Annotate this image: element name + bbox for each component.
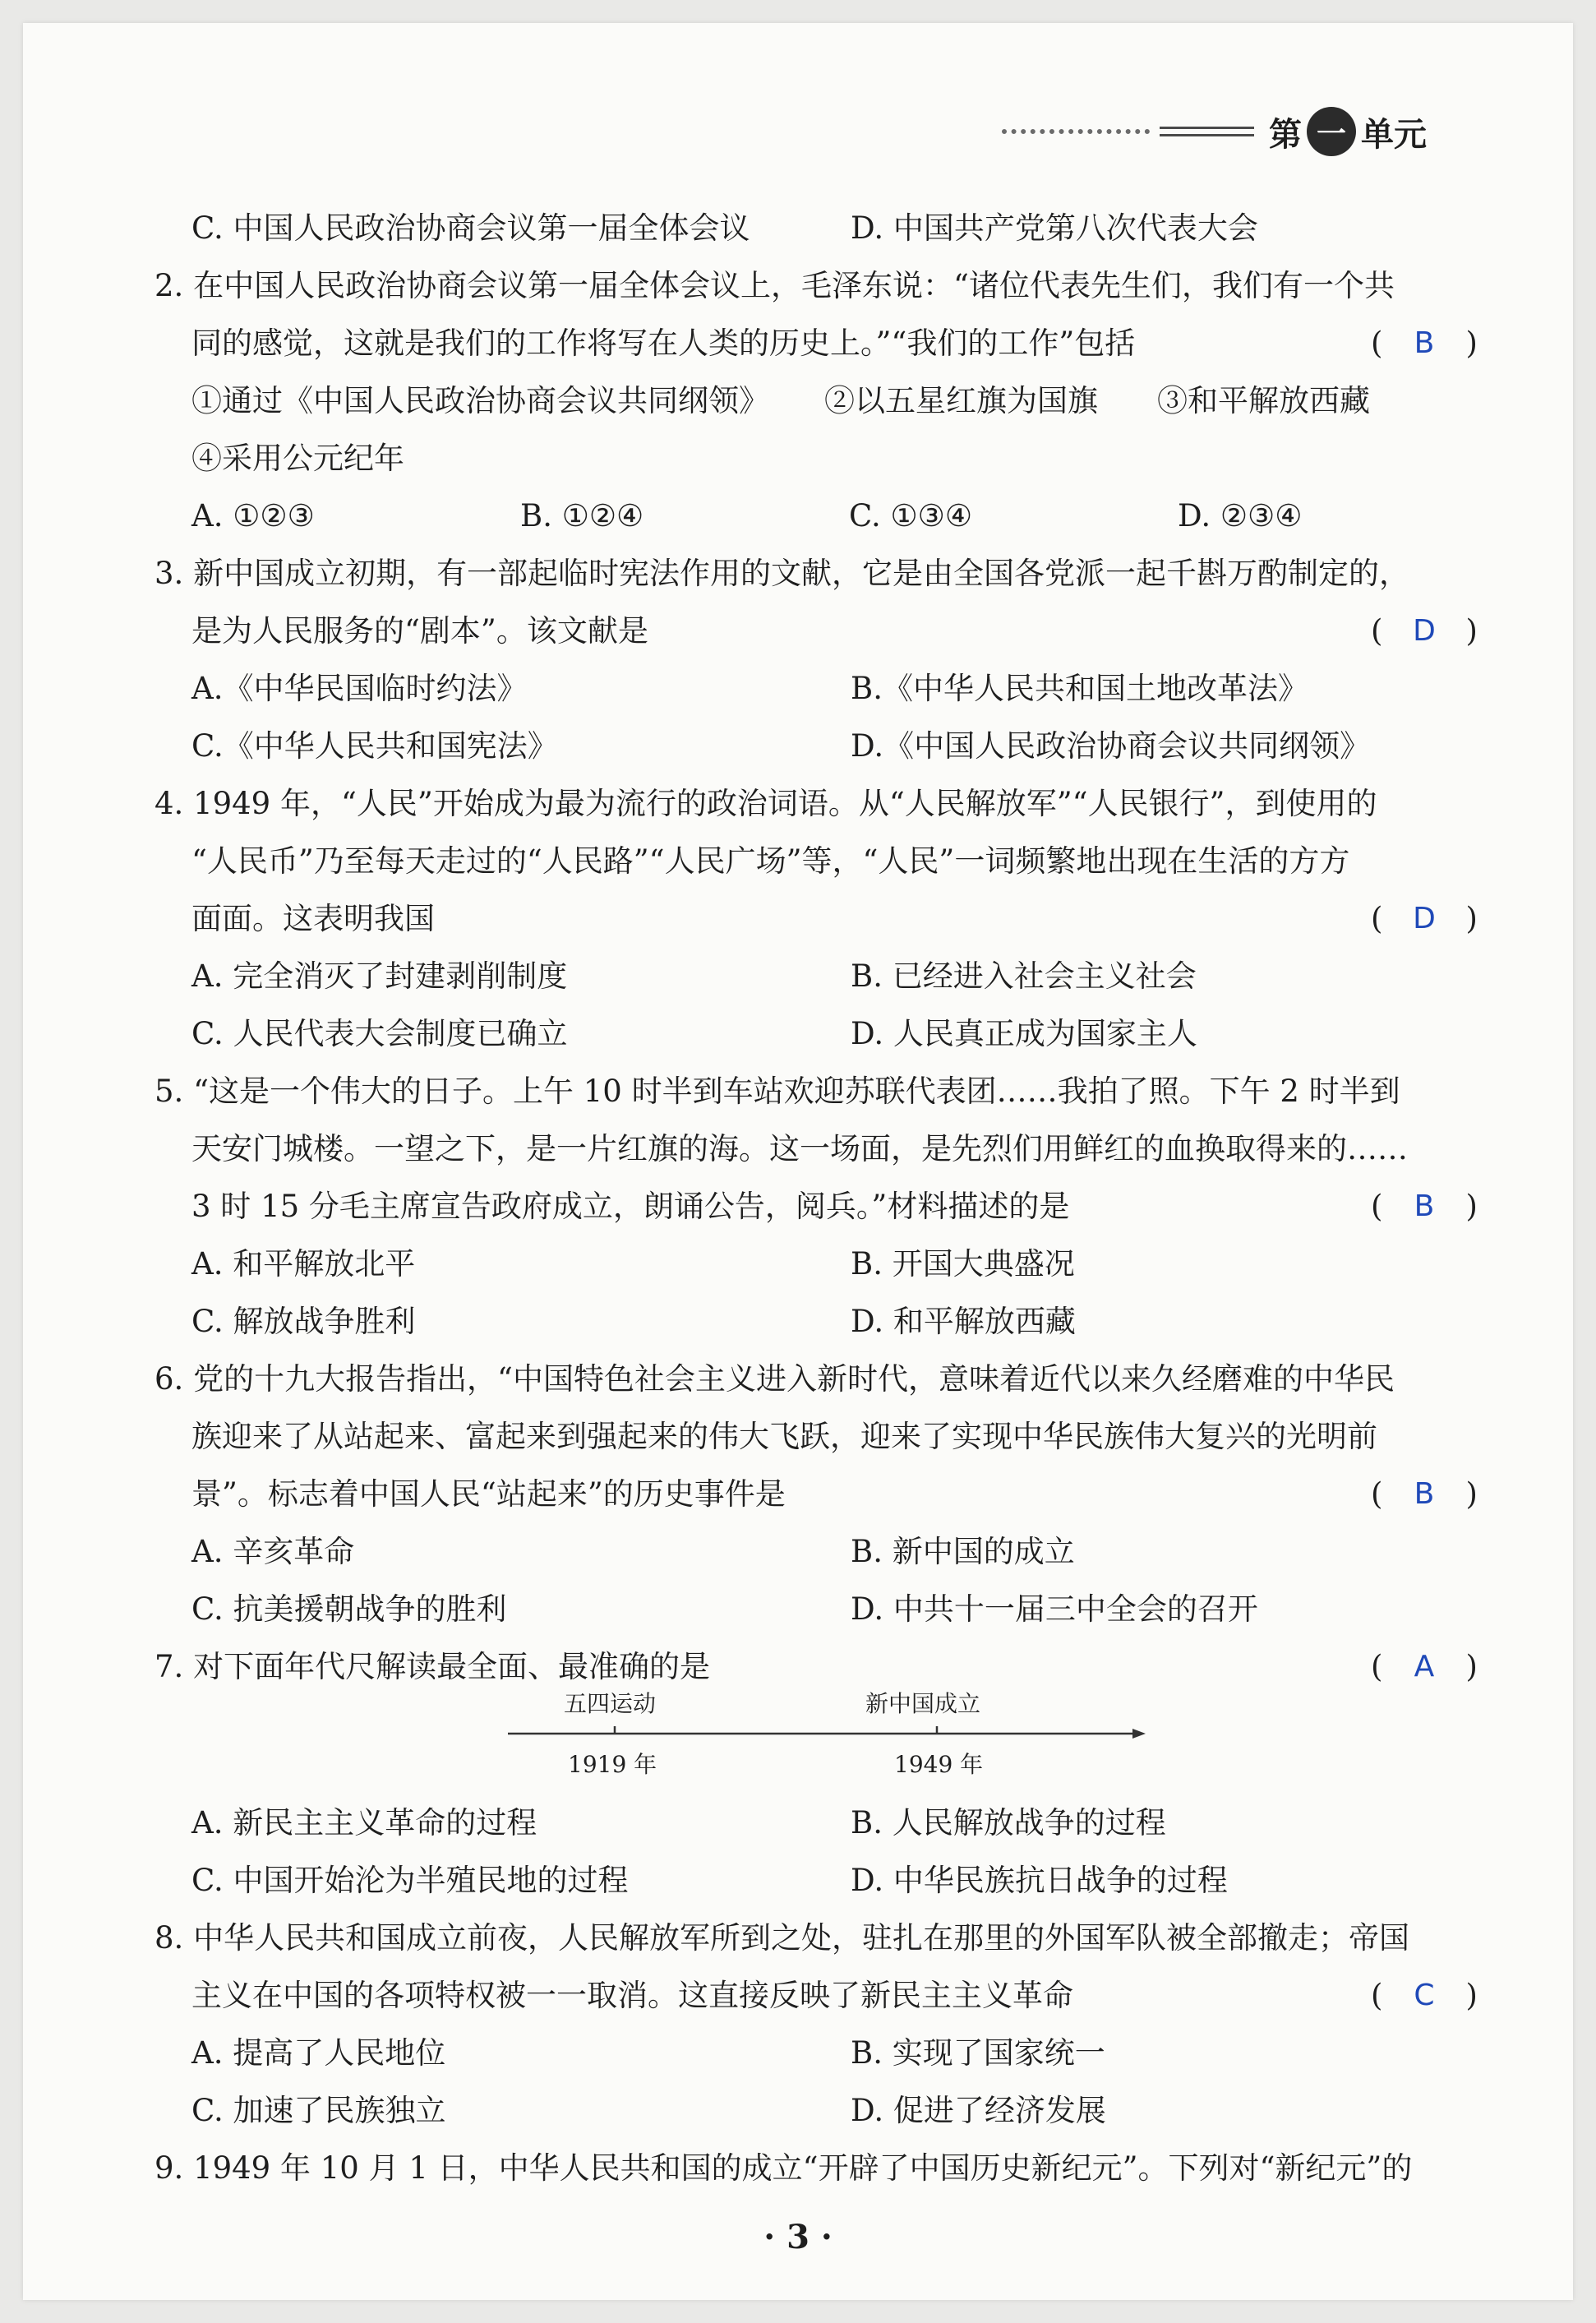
q4-option-a: A. 完全消灭了封建剥削制度	[191, 958, 568, 994]
q8-answer: ( C )	[1371, 1978, 1478, 2013]
q5-option-d: D. 和平解放西藏	[851, 1304, 1076, 1339]
header-double-rule	[1160, 127, 1254, 136]
q8-option-d: D. 促进了经济发展	[851, 2093, 1106, 2128]
q5-stem-line1: 5. “这是一个伟大的日子。上午 10 时半到车站欢迎苏联代表团……我拍了照。下午 2 时半到	[155, 1074, 1400, 1109]
q4-option-d: D. 人民真正成为国家主人	[851, 1016, 1197, 1051]
timeline-event-2: 新中国成立	[865, 1690, 981, 1717]
q6-option-b: B. 新中国的成立	[851, 1534, 1075, 1569]
q8-stem-line2: 主义在中国的各项特权被一一取消。这直接反映了新民主主义革命	[191, 1978, 1073, 2013]
q2-item-1: ①通过《中国人民政治协商会议共同纲领》	[191, 383, 769, 418]
q2-answer: ( B )	[1371, 326, 1478, 361]
q6-stem-line2: 族迎来了从站起来、富起来到强起来的伟大飞跃，迎来了实现中华民族伟大复兴的光明前	[191, 1419, 1377, 1454]
q7-stem-line1: 7. 对下面年代尺解读最全面、最准确的是	[155, 1649, 711, 1684]
workbook-page	[23, 23, 1573, 2300]
q7-option-b: B. 人民解放战争的过程	[851, 1805, 1166, 1840]
q4-option-b: B. 已经进入社会主义社会	[851, 958, 1197, 994]
q7-answer: ( A )	[1371, 1649, 1478, 1684]
q6-stem-line3: 景”。标志着中国人民“站起来”的历史事件是	[191, 1476, 786, 1512]
q8-stem-line1: 8. 中华人民共和国成立前夜，人民解放军所到之处，驻扎在那里的外国军队被全部撤走；帝国	[155, 1920, 1410, 1956]
q2-stem-line1: 2. 在中国人民政治协商会议第一届全体会议上，毛泽东说：“诸位代表先生们，我们有一个共	[155, 268, 1395, 303]
page-number: · 3 ·	[763, 2218, 833, 2256]
q5-option-b: B. 开国大典盛况	[851, 1246, 1075, 1282]
q5-answer: ( B )	[1371, 1189, 1478, 1224]
q2-stem-line2: 同的感觉，这就是我们的工作将写在人类的历史上。”“我们的工作”包括	[191, 326, 1136, 361]
q2-option-a: A. ①②③	[191, 498, 315, 533]
unit-suffix: 单元	[1361, 115, 1427, 154]
q3-option-b: B.《中华人民共和国土地改革法》	[851, 671, 1308, 706]
q4-stem-line3: 面面。这表明我国	[191, 901, 435, 936]
q8-option-a: A. 提高了人民地位	[191, 2035, 446, 2071]
q8-option-c: C. 加速了民族独立	[191, 2093, 446, 2128]
q3-option-c: C.《中华人民共和国宪法》	[191, 728, 558, 764]
q7-option-c: C. 中国开始沦为半殖民地的过程	[191, 1863, 629, 1898]
q3-stem-line2: 是为人民服务的“剧本”。该文献是	[191, 613, 648, 649]
q6-answer: ( B )	[1371, 1476, 1478, 1512]
q3-option-a: A.《中华民国临时约法》	[191, 671, 528, 706]
q2-option-b: B. ①②④	[520, 498, 644, 533]
q4-option-c: C. 人民代表大会制度已确立	[191, 1016, 568, 1051]
q6-option-c: C. 抗美援朝战争的胜利	[191, 1591, 507, 1627]
q2-item-4: ④采用公元纪年	[191, 441, 404, 476]
timeline-year-1: 1919 年	[568, 1751, 657, 1778]
q4-stem-line2: “人民币”乃至每天走过的“人民路”“人民广场”等，“人民”一词频繁地出现在生活的方方	[191, 843, 1350, 879]
unit-number-badge: 一	[1307, 107, 1356, 156]
q1-option-c: C. 中国人民政治协商会议第一届全体会议	[191, 210, 750, 246]
q2-item-3: ③和平解放西藏	[1157, 383, 1370, 418]
unit-prefix: 第	[1269, 115, 1302, 154]
timeline-year-2: 1949 年	[894, 1751, 984, 1778]
timeline-event-1: 五四运动	[564, 1690, 657, 1717]
q6-stem-line1: 6. 党的十九大报告指出，“中国特色社会主义进入新时代，意味着近代以来久经磨难的中华民	[155, 1361, 1395, 1397]
q6-option-d: D. 中共十一届三中全会的召开	[851, 1591, 1258, 1627]
header-dotted-line	[1002, 129, 1150, 134]
timeline-axis	[508, 1721, 1149, 1746]
q1-option-d: D. 中国共产党第八次代表大会	[851, 210, 1258, 246]
q3-option-d: D.《中国人民政治协商会议共同纲领》	[851, 728, 1371, 764]
q9-stem-line1: 9. 1949 年 10 月 1 日，中华人民共和国的成立“开辟了中国历史新纪元”。下列对“新纪元”的	[155, 2150, 1413, 2186]
q7-option-d: D. 中华民族抗日战争的过程	[851, 1863, 1228, 1898]
q2-item-2: ②以五星红旗为国旗	[824, 383, 1098, 418]
unit-header	[1002, 105, 1427, 158]
q6-option-a: A. 辛亥革命	[191, 1534, 355, 1569]
q3-stem-line1: 3. 新中国成立初期，有一部起临时宪法作用的文献，它是由全国各党派一起千斟万酌制定的，	[155, 556, 1410, 591]
q4-stem-line1: 4. 1949 年，“人民”开始成为最为流行的政治词语。从“人民解放军”“人民银行”，到使用的	[155, 786, 1377, 821]
q7-option-a: A. 新民主主义革命的过程	[191, 1805, 537, 1840]
q5-stem-line2: 天安门城楼。一望之下，是一片红旗的海。这一场面，是先烈们用鲜红的血换取得来的……	[191, 1131, 1408, 1166]
q5-option-c: C. 解放战争胜利	[191, 1304, 416, 1339]
q2-option-c: C. ①③④	[849, 498, 973, 533]
q3-answer: ( D )	[1371, 613, 1478, 649]
q5-stem-line3: 3 时 15 分毛主席宣告政府成立，朗诵公告，阅兵。”材料描述的是	[191, 1189, 1070, 1224]
q4-answer: ( D )	[1371, 901, 1478, 936]
q5-option-a: A. 和平解放北平	[191, 1246, 416, 1282]
q2-option-d: D. ②③④	[1178, 498, 1303, 533]
q8-option-b: B. 实现了国家统一	[851, 2035, 1105, 2071]
